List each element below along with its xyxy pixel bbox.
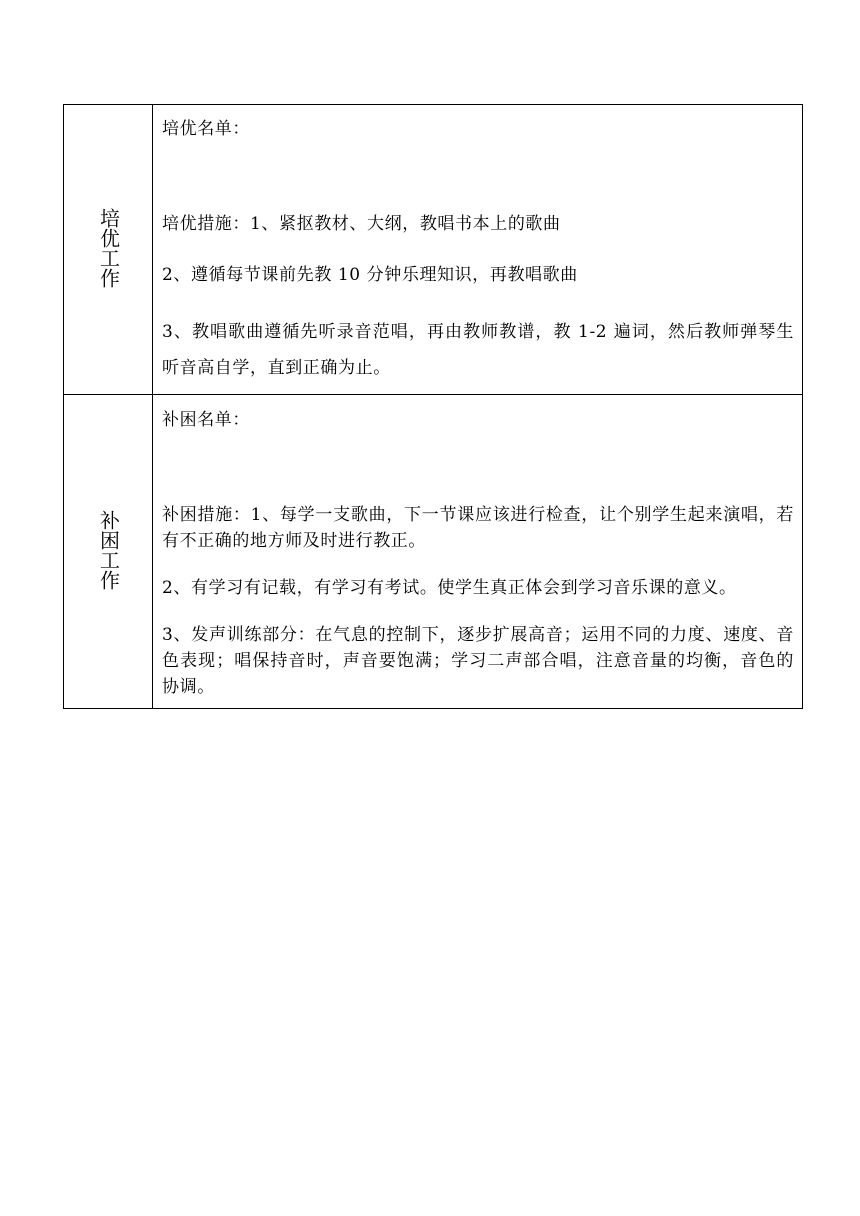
name-list-title: 培优名单： [162, 119, 250, 139]
measure-item: 2、有学习有记载，有学习有考试。使学生真正体会到学习音乐课的意义。 [162, 578, 737, 598]
measure-item: 补困措施：1、每学一支歌曲，下一节课应该进行检查，让个别学生起来演唱，若有不正确的地方师及时进行教正。 [162, 505, 794, 551]
table-row [64, 105, 803, 395]
name-list-title: 补困名单： [162, 410, 250, 430]
work-plan-table [63, 104, 803, 709]
measure-item: 培优措施：1、紧抠教材、大纲，教唱书本上的歌曲 [162, 214, 561, 234]
measure-item: 3、教唱歌曲遵循先听录音范唱，再由教师教谱，教 1-2 遍词，然后教师弹琴生听音高自学，直到正确为止。 [162, 322, 794, 378]
section-label: 补困工作 [96, 509, 121, 590]
measure-item: 3、发声训练部分：在气息的控制下，逐步扩展高音；运用不同的力度、速度、音色表现；唱保持音时，声音要饱满；学习二声部合唱，注意音量的均衡，音色的协调。 [162, 625, 794, 697]
section-label: 培优工作 [96, 207, 121, 288]
section-label-cell [64, 105, 153, 395]
measure-item: 2、遵循每节课前先教 10 分钟乐理知识，再教唱歌曲 [162, 265, 578, 285]
table-row [64, 395, 803, 709]
section-content-cell [153, 105, 803, 395]
section-label-cell [64, 395, 153, 709]
section-content-cell [153, 395, 803, 709]
